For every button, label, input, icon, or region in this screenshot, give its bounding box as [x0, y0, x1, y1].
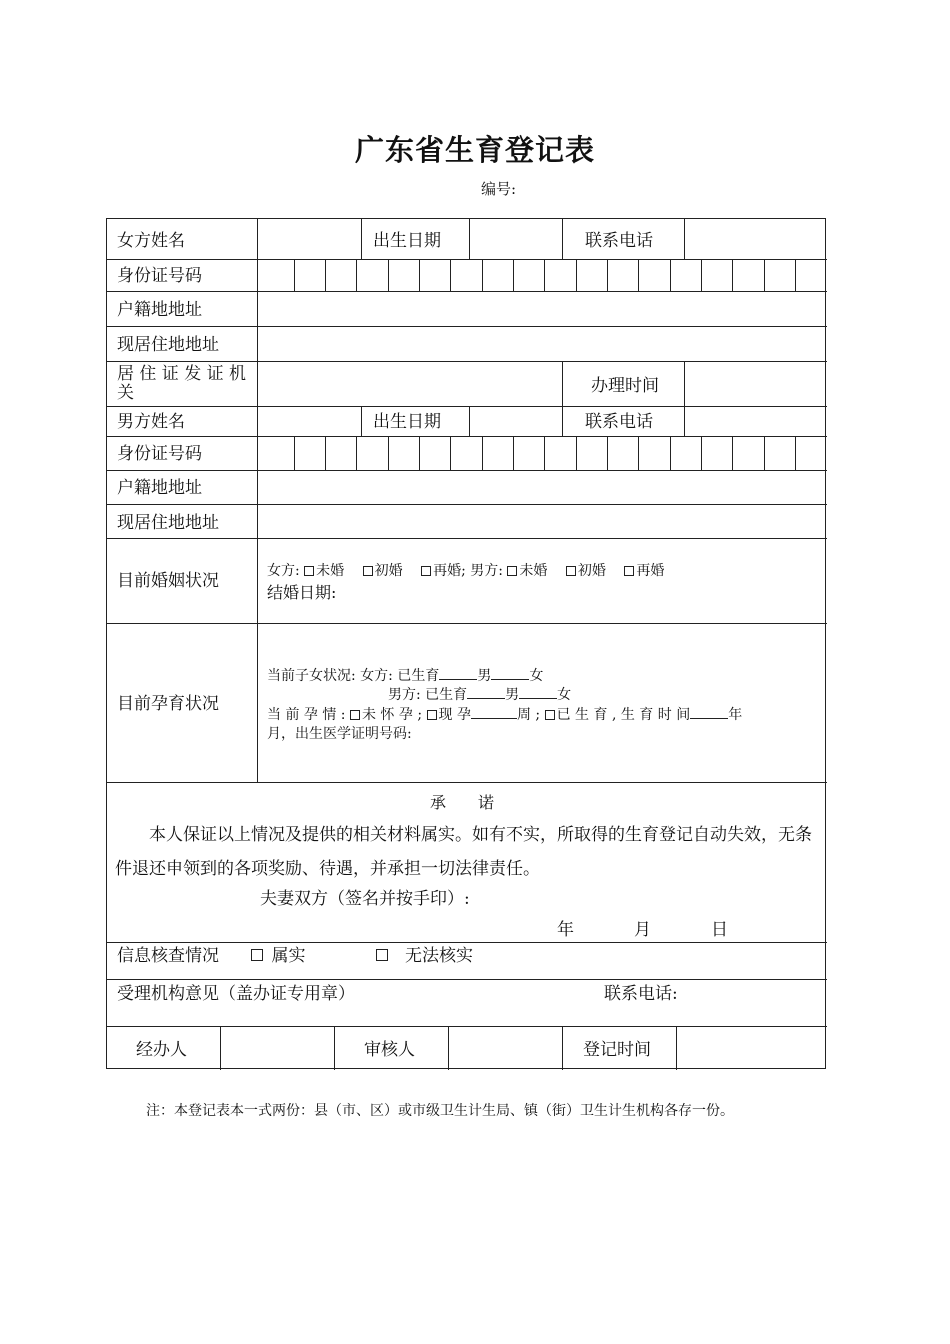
male-remarried-label: 再婚 [636, 563, 665, 579]
verify-true-label: 属实 [271, 946, 306, 966]
pledge-heading: 承 诺 [430, 793, 495, 812]
male-unmarried-label: 未婚 [519, 563, 548, 579]
female-residence-label: 现居住地地址 [117, 335, 219, 355]
agency-opinion-label: 受理机构意见（盖办证专用章） [117, 984, 355, 1004]
female-name-label: 女方姓名 [117, 231, 185, 251]
pledge-year: 年 [557, 920, 574, 940]
male-first-marriage-checkbox[interactable] [566, 566, 576, 576]
pregnant-weeks-blank[interactable] [471, 706, 517, 719]
children-status-male-line [388, 686, 571, 704]
verify-unverifiable-label: 无法核实 [405, 946, 473, 966]
male-girls-unit: 女 [557, 687, 572, 703]
female-girls-unit: 女 [529, 668, 544, 684]
verify-unverifiable-option [376, 946, 473, 966]
female-birth-label: 出生日期 [373, 231, 441, 251]
female-unmarried-label: 未婚 [316, 563, 345, 579]
pledge-body: 本人保证以上情况及提供的相关材料属实。如有不实，所取得的生育登记自动失效，无条件退还申领到的各项奖励、待遇，并承担一切法律责任。 [115, 825, 812, 879]
current-pregnancy-prefix: 当 前 孕 情 : [267, 707, 346, 723]
pregnant-weeks-unit: 周 ; [516, 707, 541, 723]
birth-certificate-line: 月，出生医学证明号码: [267, 726, 412, 742]
female-hukou-label: 户籍地地址 [117, 300, 202, 320]
female-phone-label: 联系电话 [585, 231, 653, 251]
marital-male-prefix: 男方: [470, 563, 503, 579]
children-status-female-line [267, 667, 543, 685]
verify-unverifiable-checkbox[interactable] [376, 949, 388, 961]
pledge-day: 日 [711, 920, 728, 940]
birth-year-blank[interactable] [690, 706, 728, 719]
male-boys-blank[interactable] [467, 686, 505, 699]
marital-options-line [267, 562, 664, 580]
female-id-label: 身份证号码 [117, 266, 202, 286]
footnote: 注：本登记表本一式两份：县（市、区）或市级卫生计生局、镇（街）卫生计生机构各存一份。 [146, 1103, 734, 1119]
pregnancy-status-label: 目前孕育状况 [117, 694, 219, 714]
registration-form [106, 218, 826, 1069]
verify-true-option [251, 946, 306, 966]
residence-permit-label: 居 住 证 发 证 机 关 [117, 364, 247, 403]
female-unmarried-checkbox[interactable] [304, 566, 314, 576]
born-label: 已 生 育 , 生 育 时 间 [556, 707, 691, 723]
female-first-marriage-checkbox[interactable] [363, 566, 373, 576]
birth-year-unit: 年 [728, 707, 743, 723]
female-boys-unit: 男 [477, 668, 492, 684]
female-girls-blank[interactable] [491, 667, 529, 680]
marital-status-label: 目前婚姻状况 [117, 571, 219, 591]
male-hukou-label: 户籍地地址 [117, 478, 202, 498]
male-name-label: 男方姓名 [117, 412, 185, 432]
not-pregnant-label: 未 怀 孕 ; [361, 707, 423, 723]
reviewer-label: 审核人 [364, 1040, 415, 1060]
children-status-prefix: 当前子女状况: 女方: 已生育 [267, 668, 440, 684]
marital-female-prefix: 女方: [267, 563, 300, 579]
current-pregnancy-line [267, 706, 742, 724]
marriage-date-label: 结婚日期: [267, 583, 337, 602]
male-remarried-checkbox[interactable] [624, 566, 634, 576]
verify-label: 信息核查情况 [117, 946, 219, 966]
male-boys-unit: 男 [505, 687, 520, 703]
process-time-label: 办理时间 [591, 376, 659, 396]
male-residence-label: 现居住地地址 [117, 513, 219, 533]
male-phone-label: 联系电话 [585, 412, 653, 432]
not-pregnant-checkbox[interactable] [350, 710, 360, 720]
handler-label: 经办人 [136, 1040, 187, 1060]
pregnant-checkbox[interactable] [427, 710, 437, 720]
male-id-label: 身份证号码 [117, 444, 202, 464]
male-birth-label: 出生日期 [373, 412, 441, 432]
pregnant-label: 现 孕 [438, 707, 471, 723]
signature-label: 夫妻双方（签名并按手印）: [260, 889, 470, 909]
male-girls-blank[interactable] [519, 686, 557, 699]
female-boys-blank[interactable] [439, 667, 477, 680]
pledge-month: 月 [634, 920, 651, 940]
register-time-label: 登记时间 [583, 1040, 651, 1060]
verify-true-checkbox[interactable] [251, 949, 263, 961]
male-unmarried-checkbox[interactable] [507, 566, 517, 576]
female-first-marriage-label: 初婚 [374, 563, 403, 579]
female-remarried-checkbox[interactable] [421, 566, 431, 576]
serial-number-label: 编号: [481, 180, 517, 198]
male-first-marriage-label: 初婚 [577, 563, 606, 579]
female-remarried-label: 再婚; [433, 563, 466, 579]
born-checkbox[interactable] [545, 710, 555, 720]
agency-phone-label: 联系电话: [604, 984, 678, 1004]
male-children-prefix: 男方: 已生育 [388, 687, 468, 703]
page-title: 广东省生育登记表 [354, 133, 595, 167]
